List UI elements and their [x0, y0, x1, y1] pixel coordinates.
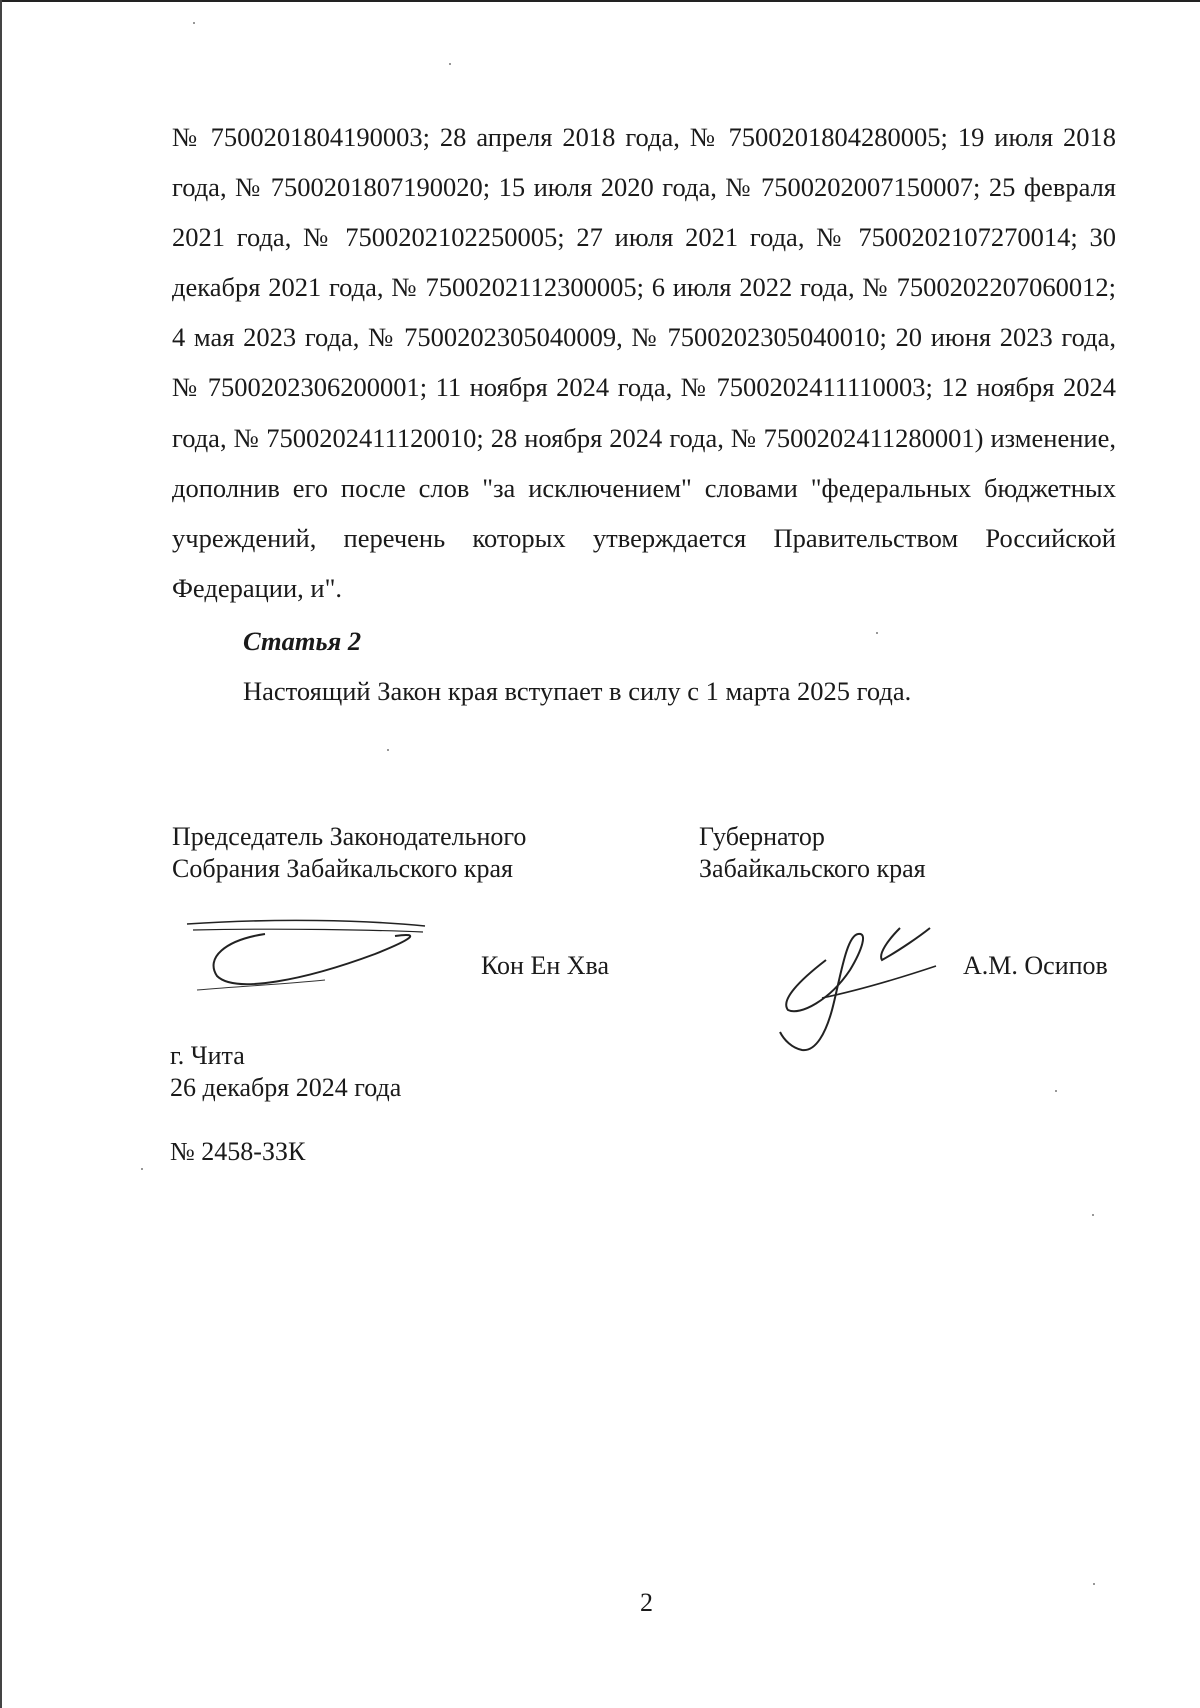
scan-edge-left: [0, 0, 2, 1708]
body-paragraph: № 7500201804190003; 28 апреля 2018 года, № 7500201804280005; 19 июля 2018 года, № 7500201807190020; 15 июля 2020 года, № 7500202007150007; 25 февраля 2021 года, № 7500202102250005; 27 июля 2021 года, № 7500202107270014; 30 декабря 2021 года, № 7500202112300005; 6 июля 2022 года, № 7500202207060012; 4 мая 2023 года, № 7500202305040009, № 7500202305040010; 20 июня 2023 года, № 7500202306200001; 11 ноября 2024 года, № 7500202411110003; 12 ноября 2024 года, № 7500202411120010; 28 ноября 2024 года, № 7500202411280001) изменение, дополнив его после слов "за исключением" словами "федеральных бюджетных учреждений, перечень которых утверждается Правительством Российской Федерации, и".: [172, 122, 1116, 603]
page-number: 2: [640, 1588, 653, 1617]
right-role-line1: Губернатор: [699, 822, 825, 851]
scan-speck: [141, 1168, 143, 1170]
left-signatory-name: Кон Ен Хва: [481, 951, 610, 980]
scan-speck: [387, 749, 389, 751]
scan-speck: [1093, 1583, 1095, 1585]
document-number: № 2458-ЗЗК: [170, 1137, 306, 1166]
scan-speck: [1055, 1090, 1057, 1092]
date: 26 декабря 2024 года: [170, 1073, 402, 1102]
scan-speck: [449, 63, 451, 65]
article-title: Статья 2: [243, 626, 362, 656]
place-and-date: [170, 1040, 401, 1104]
left-signatory-role: [172, 821, 526, 885]
right-signature: [770, 920, 950, 1060]
scan-edge-top: [0, 0, 1200, 2]
scan-speck: [193, 22, 195, 24]
place: г. Чита: [170, 1041, 245, 1070]
left-role-line2: Собрания Забайкальского края: [172, 854, 513, 883]
right-role-line2: Забайкальского края: [699, 854, 926, 883]
right-signatory-role: [699, 821, 926, 885]
left-signature: [185, 910, 445, 1000]
right-signatory-name: А.М. Осипов: [963, 951, 1108, 980]
scan-speck: [876, 632, 878, 634]
left-role-line1: Председатель Законодательного: [172, 822, 527, 851]
scan-speck: [1092, 1214, 1094, 1216]
article-text: Настоящий Закон края вступает в силу с 1 марта 2025 года.: [243, 676, 912, 706]
